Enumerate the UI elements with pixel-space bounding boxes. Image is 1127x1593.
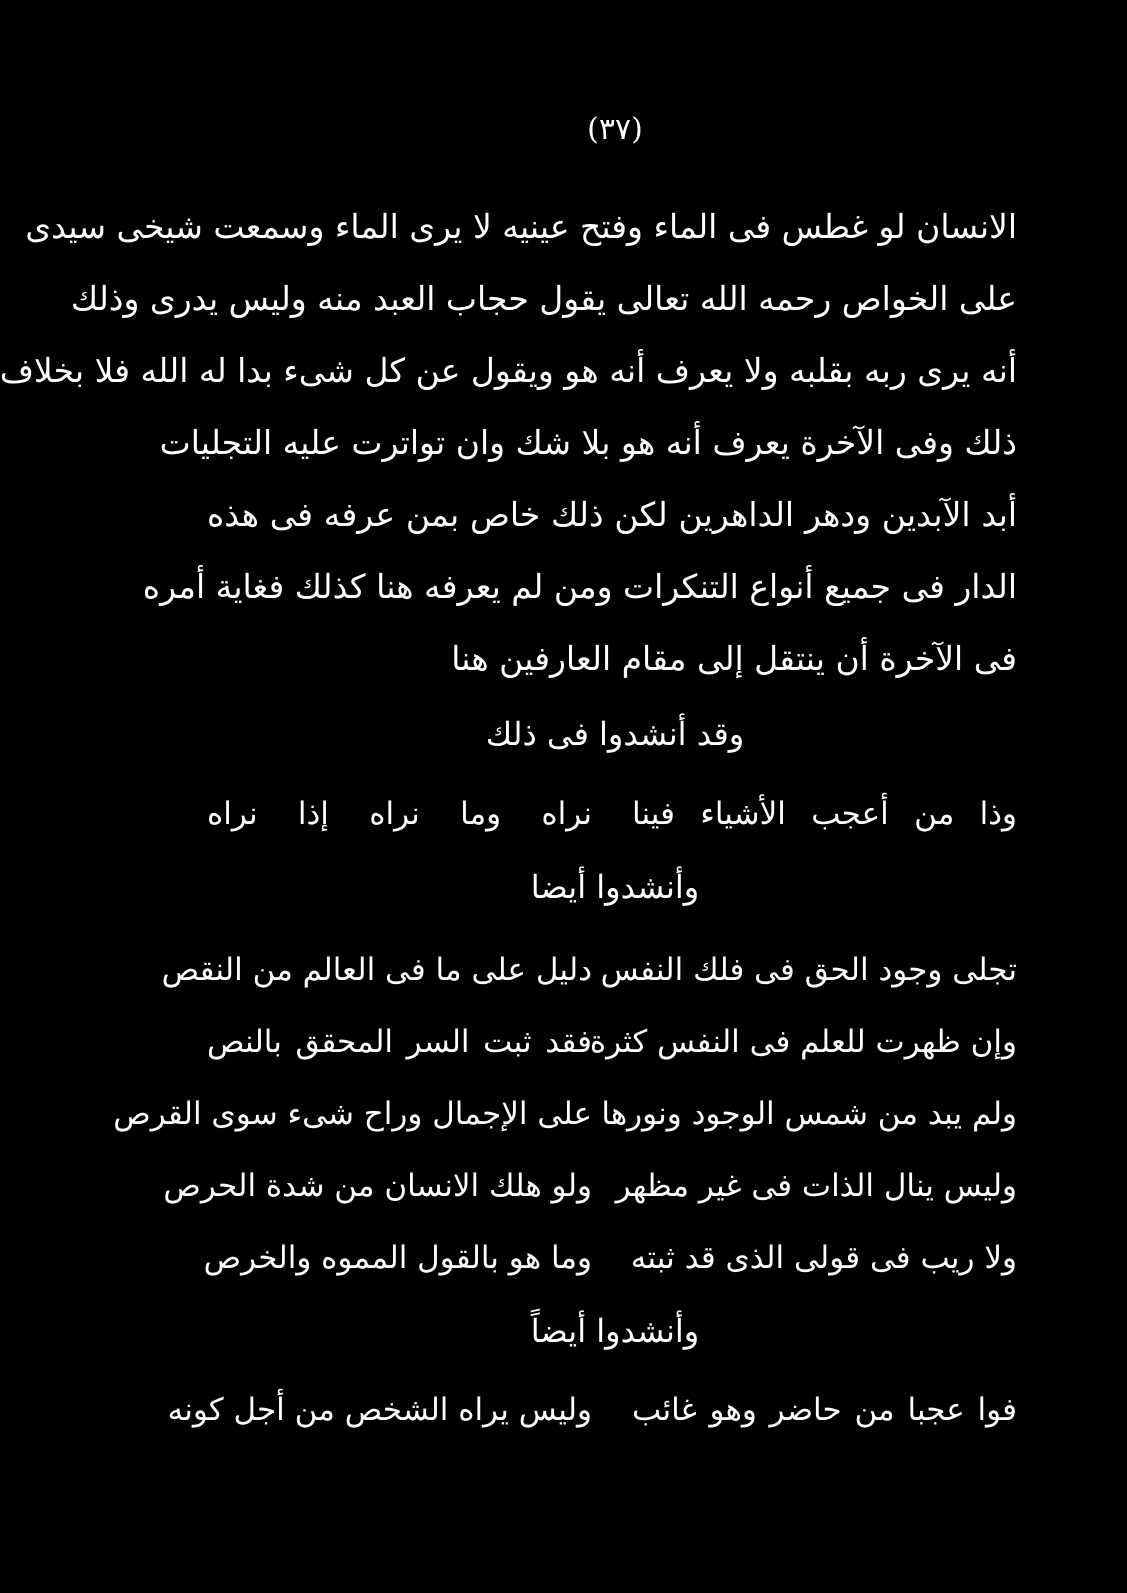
verse-first-hemistich: ولم يبد من شمس الوجود ونورها — [601, 1096, 1017, 1132]
verse-first-hemistich: وليس ينال الذات فى غير مظهر — [615, 1168, 1017, 1204]
prose-line: أبد الآبدين ودهر الداهرين لكن ذلك خاص بمن عرفه فى هذه — [207, 495, 1017, 534]
prose-line: على الخواص رحمه الله تعالى يقول حجاب العبد منه وليس يدرى وذلك — [70, 279, 1017, 318]
verse-line — [161, 950, 1017, 990]
verse-second-hemistich: على الإجمال وراح شىء سوى القرص — [113, 1096, 592, 1132]
section-heading: وأنشدوا أيضاً — [530, 1312, 700, 1350]
verse-line — [203, 1238, 1017, 1278]
verse-second-hemistich: نراه وما نراه إذا نراه — [207, 796, 592, 832]
page-number: (٣٧) — [587, 112, 643, 147]
verse-first-hemistich: تجلى وجود الحق فى فلك النفس — [600, 952, 1017, 988]
prose-line: الانسان لو غطس فى الماء وفتح عينيه لا يرى الماء وسمعت شيخى سيدى — [25, 207, 1017, 246]
verse-first-hemistich: وذا من أعجب الأشياء فينا — [632, 796, 1017, 832]
verse-first-hemistich: وإن ظهرت للعلم فى النفس كثرة — [589, 1024, 1017, 1060]
verse-line — [207, 794, 1017, 834]
verse-second-hemistich: دليل على ما فى العالم من النقص — [161, 952, 592, 988]
prose-line: أنه يرى ربه بقلبه ولا يعرف أنه هو ويقول عن كل شىء بدا له الله فلا بخلاف — [0, 351, 1017, 390]
verse-line — [207, 1022, 1017, 1062]
prose-line: ذلك وفى الآخرة يعرف أنه هو بلا شك وان تواترت عليه التجليات — [159, 423, 1017, 462]
section-heading: وقد أنشدوا فى ذلك — [485, 715, 745, 753]
verse-line — [163, 1166, 1017, 1206]
verse-second-hemistich: وما هو بالقول المموه والخرص — [203, 1240, 592, 1276]
verse-line — [113, 1094, 1017, 1134]
verse-first-hemistich: فوا عجبا من حاضر وهو غائب — [632, 1392, 1017, 1428]
section-heading: وأنشدوا أيضا — [530, 868, 700, 906]
verse-line — [167, 1390, 1017, 1430]
prose-line: الدار فى جميع أنواع التنكرات ومن لم يعرفه هنا كذلك فغاية أمره — [142, 567, 1017, 606]
verse-second-hemistich: ولو هلك الانسان من شدة الحرص — [163, 1168, 592, 1204]
prose-line: فى الآخرة أن ينتقل إلى مقام العارفين هنا — [451, 639, 1017, 678]
verse-first-hemistich: ولا ريب فى قولى الذى قد ثبته — [630, 1240, 1017, 1276]
verse-second-hemistich: وليس يراه الشخص من أجل كونه — [167, 1392, 592, 1428]
verse-second-hemistich: فقد ثبت السر المحقق بالنص — [207, 1024, 592, 1060]
